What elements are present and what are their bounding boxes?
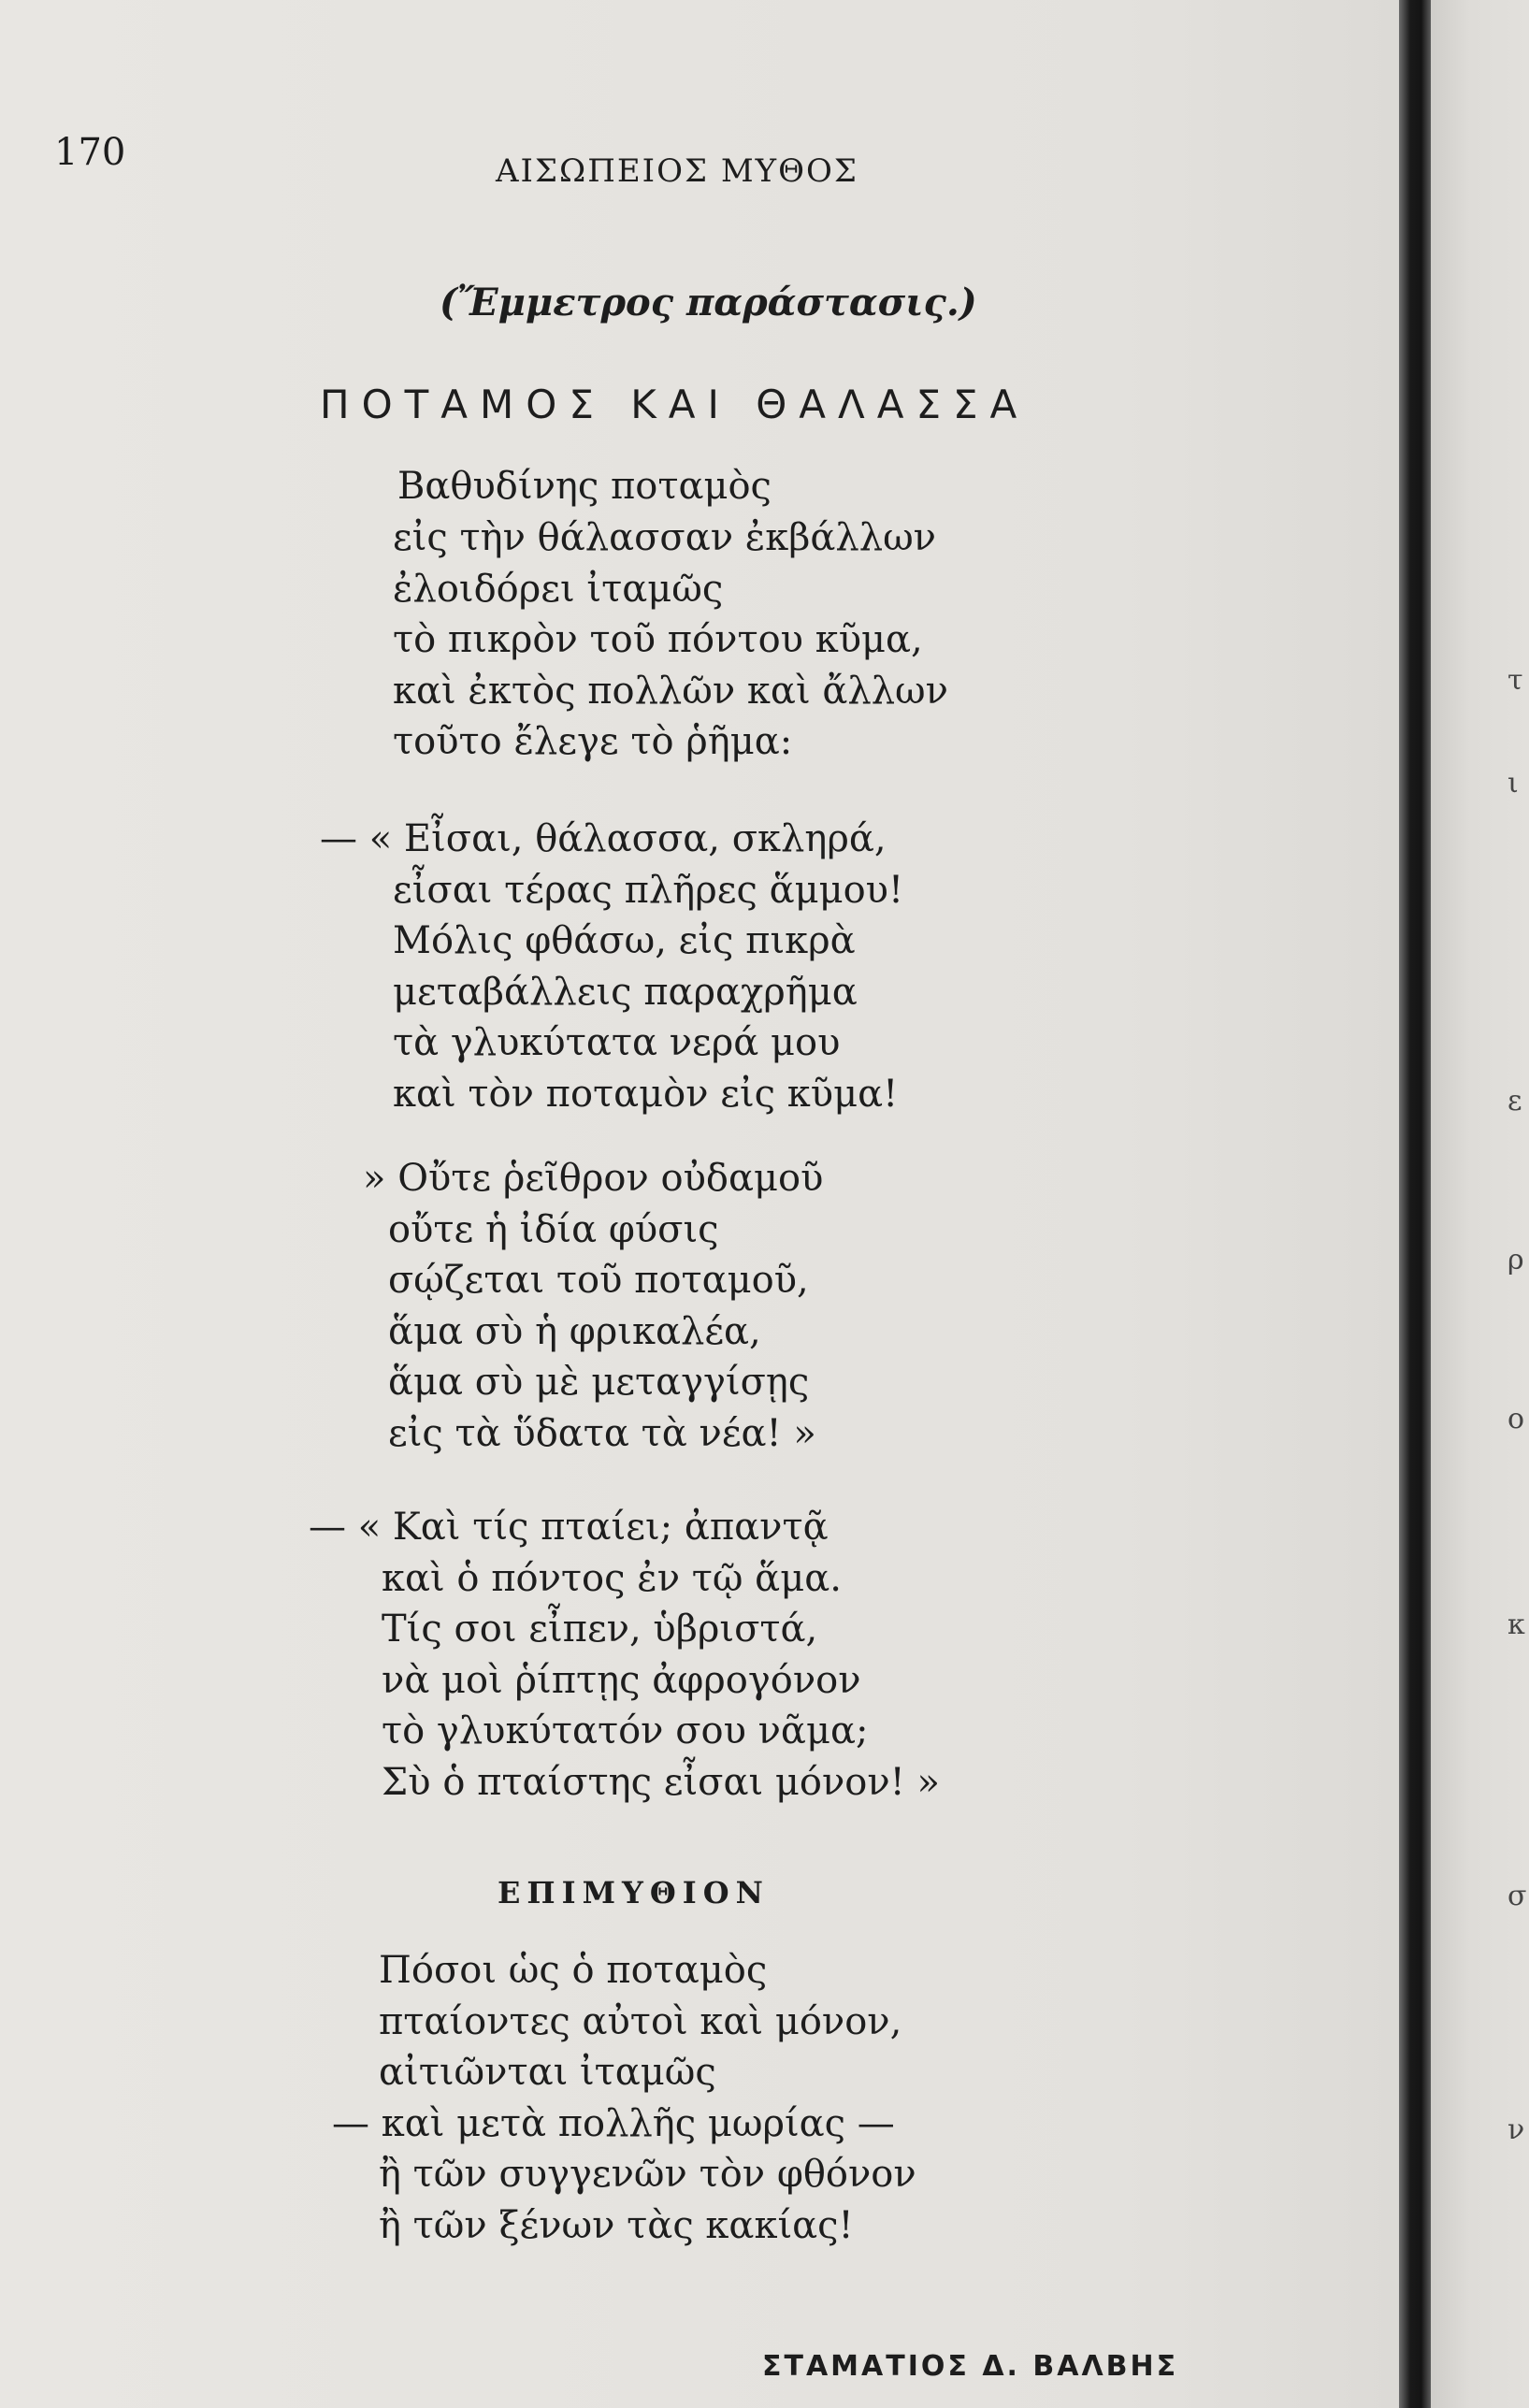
moral-line: αἰτιῶνται ἰταμῶς — [379, 2051, 716, 2094]
verse-line: — « Καὶ τίς πταίει; ἀπαντᾷ — [309, 1506, 829, 1549]
facing-page-glyph: ρ — [1507, 1244, 1524, 1276]
poem-title: ΠΟΤΑΜΟΣ ΚΑΙ ΘΑΛΑΣΣΑ — [320, 382, 1030, 427]
facing-page-glyph: ι — [1507, 767, 1519, 800]
verse-line: νὰ μοὶ ῥίπτῃς ἀφρογόνον — [382, 1659, 861, 1702]
author-credit: ΣΤΑΜΑΤΙΟΣ Δ. ΒΑΛΒΗΣ — [762, 2350, 1179, 2383]
verse-line: καὶ ὁ πόντος ἐν τῷ ἅμα. — [382, 1557, 842, 1600]
facing-page-glyph: κ — [1507, 1608, 1525, 1641]
verse-line: καὶ ἐκτὸς πολλῶν καὶ ἄλλων — [393, 670, 948, 713]
running-head: ΑΙΣΩΠΕΙΟΣ ΜΥΘΟΣ — [496, 152, 858, 190]
verse-line: Τίς σοι εἶπεν, ὑβριστά, — [382, 1608, 818, 1651]
page-number: 170 — [54, 131, 126, 174]
verse-line: τὰ γλυκύτατα νερά μου — [393, 1021, 841, 1064]
facing-page-glyph: ε — [1507, 1085, 1522, 1117]
moral-line: — καὶ μετὰ πολλῆς μωρίας — — [332, 2102, 895, 2145]
moral-line: Πόσοι ὡς ὁ ποταμὸς — [379, 1949, 768, 1992]
facing-page-edge — [1431, 0, 1529, 2408]
facing-page-glyph: ν — [1507, 2113, 1525, 2146]
verse-line: ἅμα σὺ ἡ φρικαλέα, — [388, 1310, 761, 1353]
verse-line: τὸ πικρὸν τοῦ πόντου κῦμα, — [393, 618, 923, 661]
book-gutter — [1399, 0, 1431, 2408]
verse-line: εἰς τὴν θάλασσαν ἐκβάλλων — [393, 516, 936, 559]
verse-line: σῴζεται τοῦ ποταμοῦ, — [388, 1259, 809, 1302]
moral-line: πταίοντες αὐτοὶ καὶ μόνον, — [379, 2000, 902, 2043]
verse-line: εἶσαι τέρας πλῆρες ἅμμου! — [393, 869, 904, 912]
poem-subtitle: (Ἔμμετρος παράστασις.) — [440, 281, 977, 324]
verse-line: ἐλοιδόρει ἰταμῶς — [393, 568, 724, 611]
verse-line: Μόλις φθάσω, εἰς πικρὰ — [393, 919, 856, 962]
verse-line: » Οὔτε ῥεῖθρον οὐδαμοῦ — [363, 1157, 824, 1200]
epimythion-heading: ΕΠΙΜΥΘΙΟΝ — [498, 1875, 770, 1911]
verse-line: ἅμα σὺ μὲ μεταγγίσῃς — [388, 1361, 810, 1404]
verse-line: οὔτε ἡ ἰδία φύσις — [388, 1208, 719, 1251]
facing-page-glyph: σ — [1507, 1880, 1527, 1912]
verse-line: Βαθυδίνης ποταμὸς — [397, 465, 772, 508]
moral-line: ἢ τῶν συγγενῶν τὸν φθόνον — [379, 2153, 916, 2196]
verse-line: — « Εἶσαι, θάλασσα, σκληρά, — [320, 817, 887, 860]
verse-line: τὸ γλυκύτατόν σου νᾶμα; — [382, 1709, 869, 1752]
facing-page-glyph: τ — [1507, 664, 1523, 697]
verse-line: εἰς τὰ ὕδατα τὰ νέα! » — [388, 1412, 816, 1455]
moral-line: ἢ τῶν ξένων τὰς κακίας! — [379, 2204, 854, 2247]
verse-line: καὶ τὸν ποταμὸν εἰς κῦμα! — [393, 1073, 899, 1116]
verse-line: Σὺ ὁ πταίστης εἶσαι μόνον! » — [382, 1761, 940, 1804]
verse-line: μεταβάλλεις παραχρῆμα — [393, 971, 858, 1014]
verse-line: τοῦτο ἔλεγε τὸ ῥῆμα: — [393, 720, 793, 763]
facing-page-glyph: ο — [1507, 1403, 1525, 1435]
